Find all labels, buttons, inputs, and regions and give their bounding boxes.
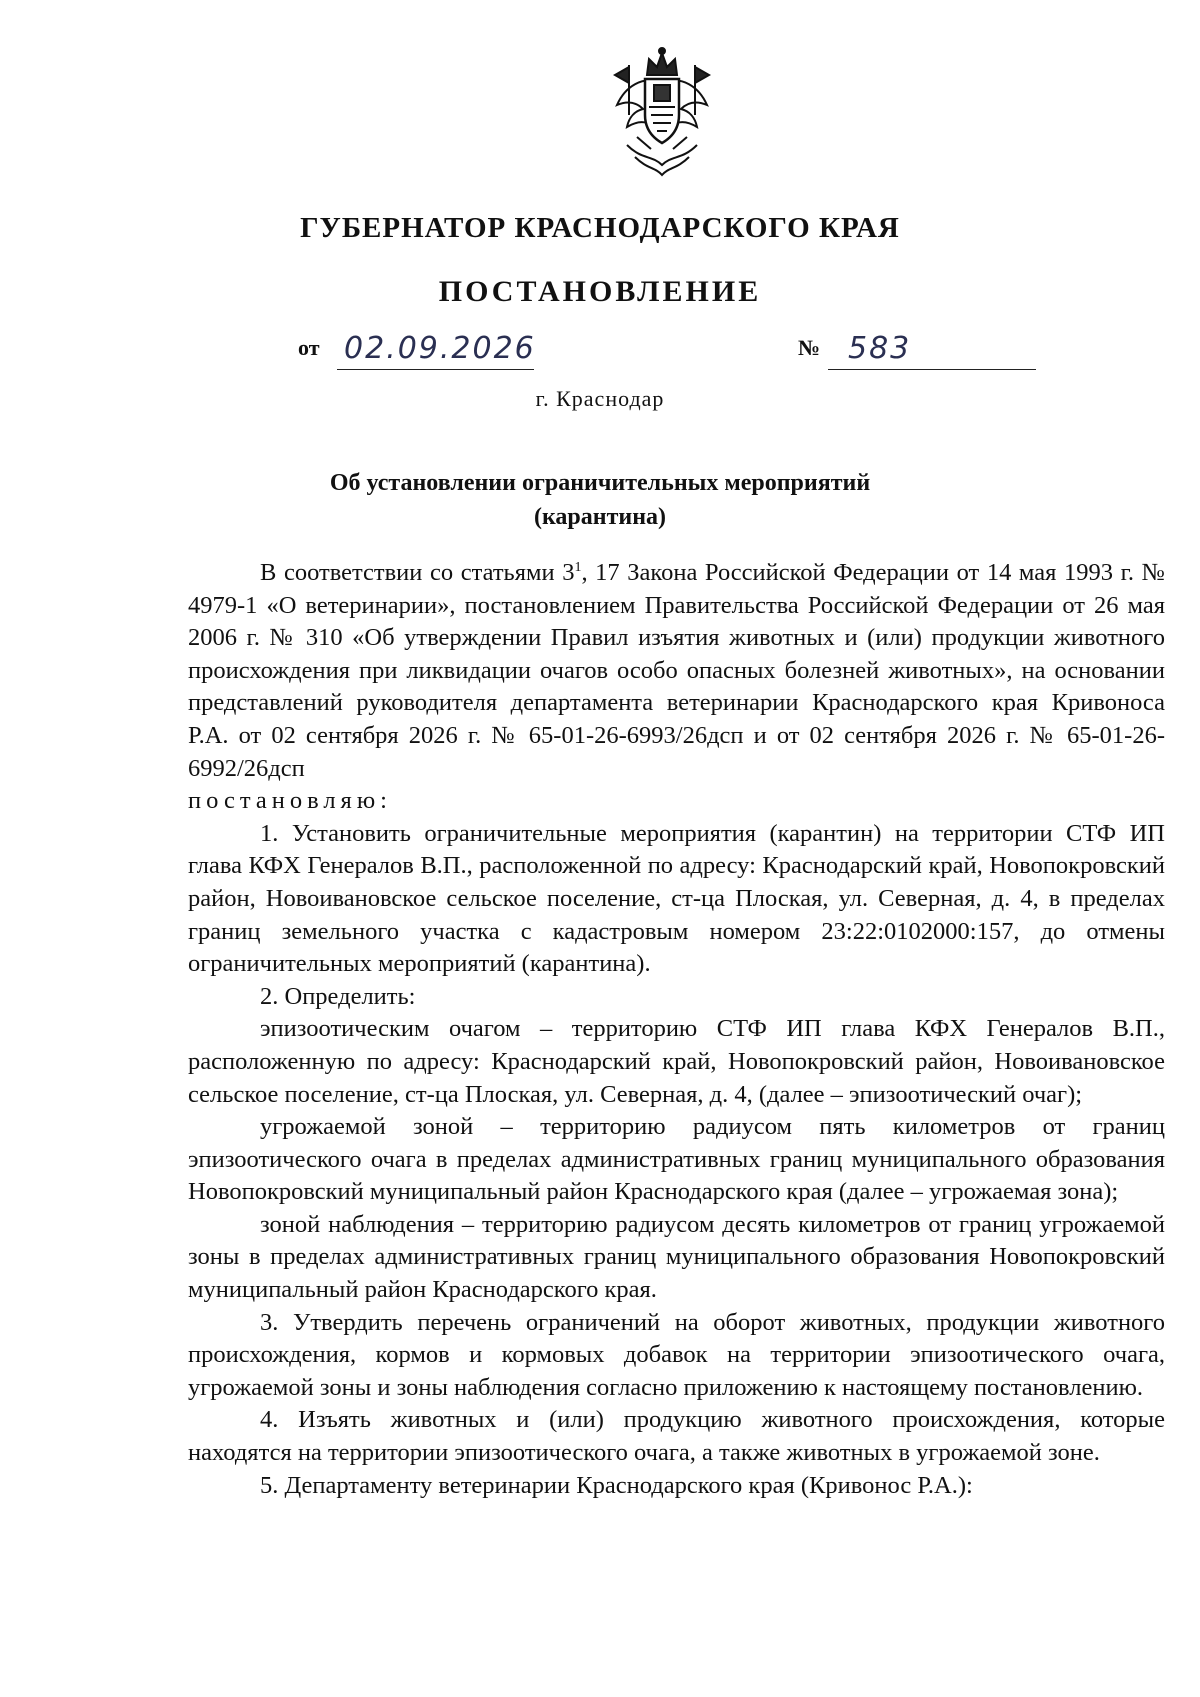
paragraph-2: 2. Определить: <box>260 982 416 1010</box>
paragraph-2-threatened-zone: угрожаемой зоной – территорию радиусом пять километров от границ эпизоотического очага в пределах административных границ муниципального образования Новопокровский муниципальный район Краснодарского края (далее – угрожаемая зона); <box>188 1113 1165 1206</box>
document-type: ПОСТАНОВЛЕНИЕ <box>438 275 762 308</box>
preamble-part-1: В соответствии со статьями 3 <box>260 559 575 586</box>
date-underline <box>337 369 534 370</box>
paragraph-2-observation-zone: зоной наблюдения – территорию радиусом десять километров от границ угрожаемой зоны в пределах административных границ муниципального образования Новопокровский муниципальный район Краснодарского края. <box>188 1210 1165 1304</box>
preamble-part-2: , 17 Закона Российской Федерации от 14 мая 1993 г. № 4979-1 «О ветеринарии», постановлением Правительства Российской Федерации от 26 мая 2006 г. № 310 «Об утверждении Правил изъятия животных и (или) продукции животного происхождения при ликвидации очагов особо опасных болезней животных», на основании представлений руководителя департамента ветеринарии Краснодарского края Кривоноса Р.А. от 02 сентября 2026 г. № 65-01-26-6993/26дсп и от 02 сентября 2026 г. № 65-01-26-6992/26дсп <box>188 559 1165 782</box>
issuing-authority: ГУБЕРНАТОР КРАСНОДАРСКОГО КРАЯ <box>300 212 900 244</box>
handwritten-date: 02.09.2026 <box>344 331 536 366</box>
document-subject <box>300 466 900 534</box>
document-body <box>188 557 1165 1502</box>
paragraph-2-focus: эпизоотическим очагом – территорию СТФ ИП глава КФХ Генералов В.П., расположенную по адресу: Краснодарский край, Новопокровский район, Новоивановское сельское поселение, ст-ца Плоская, ул. Северная, д. 4, (далее – эпизоотический очаг); <box>188 1015 1165 1108</box>
subject-line-1: Об установлении ограничительных мероприятий <box>329 470 871 496</box>
paragraph-5: 5. Департаменту ветеринарии Краснодарского края (Кривонос Р.А.): <box>260 1471 973 1499</box>
decree-word: постановляю: <box>188 787 392 815</box>
city: г. Краснодар <box>535 386 665 411</box>
number-label: № <box>798 335 821 360</box>
paragraph-3: 3. Утвердить перечень ограничений на оборот животных, продукции животного происхождения, кормов и кормовых добавок на территории эпизоотического очага, угрожаемой зоны и зоны наблюдения согласно приложению к настоящему постановлению. <box>188 1308 1165 1401</box>
preamble <box>188 557 1165 785</box>
coat-of-arms-icon <box>607 45 717 180</box>
subject-line-2: (карантина) <box>533 504 667 530</box>
number-underline <box>828 369 1036 370</box>
handwritten-number: 583 <box>848 331 912 366</box>
paragraph-4: 4. Изъять животных и (или) продукцию животного происхождения, которые находятся на территории эпизоотического очага, а также животных в угрожаемой зоне. <box>188 1406 1165 1467</box>
date-label: от <box>298 335 320 360</box>
paragraph-1: 1. Установить ограничительные мероприятия (карантин) на территории СТФ ИП глава КФХ Генералов В.П., расположенной по адресу: Краснодарский край, Новопокровский район, Новоивановское сельское поселение, ст-ца Плоская, ул. Северная, д. 4, в пределах границ земельного участка с кадастровым номером 23:22:0102000:157, до отмены ограничительных мероприятий (карантина). <box>188 819 1165 978</box>
article-superscript: 1 <box>574 559 582 575</box>
